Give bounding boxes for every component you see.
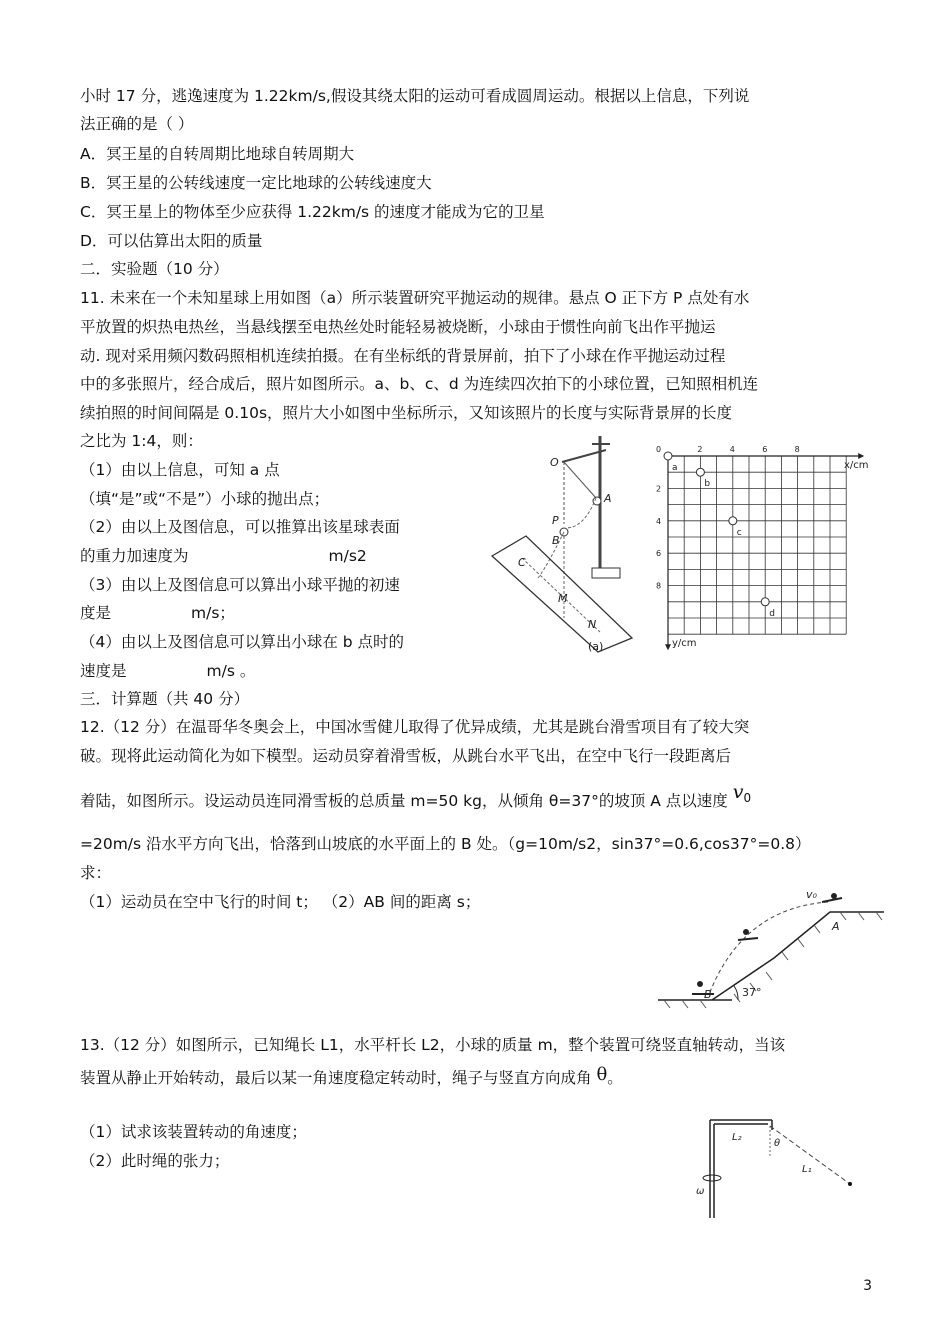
y-axis-arrow [665, 644, 671, 650]
label-angle: 37° [742, 986, 762, 999]
q11-line: 11. 未来在一个未知星球上用如图（a）所示装置研究平抛运动的规律。悬点 O 正下方 P 点处有水 [80, 289, 750, 307]
q11-sub1-a: （1）由以上信息，可知 a 点 [80, 461, 280, 479]
label-n: N [588, 618, 597, 631]
x-tick-label: 8 [794, 445, 800, 454]
q11-sub3-unit: m/s； [191, 604, 235, 622]
slope [712, 912, 884, 1000]
intro-line-1: 小时 17 分，逃逸速度为 1.22km/s,假设其绕太阳的运动可看成圆周运动。根据以上信息，下列说 [80, 87, 750, 105]
pendulum-string [564, 462, 596, 498]
q12-line-4: =20m/s 沿水平方向飞出，恰落到山坡底的水平面上的 B 处。（g=10m/s2，sin37°=0.6,cos37°=0.8） [80, 835, 811, 853]
grid-points [664, 452, 775, 619]
flight-path [710, 902, 828, 992]
x-tick-label: 0 [656, 445, 662, 454]
q12-line-1: 12.（12 分）在温哥华冬奥会上，中国冰雪健儿取得了优异成绩，尤其是跳台滑雪项目有了较大突 [80, 718, 750, 736]
section-2-title: 二．实验题（10 分） [80, 260, 229, 278]
label-l1: L₁ [802, 1164, 812, 1175]
page-number: 3 [863, 1278, 872, 1294]
x-axis-label: x/cm [844, 460, 869, 471]
x-tick-label: 4 [729, 445, 735, 454]
x-tick-label: 2 [697, 445, 703, 454]
intro-line-2: 法正确的是（ ） [80, 115, 194, 133]
label-o: O [550, 456, 559, 469]
y-tick-label: 4 [656, 516, 662, 526]
ball [848, 1182, 852, 1186]
q11-sub2-unit: m/s2 [328, 547, 367, 565]
v0-symbol: v [732, 781, 744, 803]
label-a: A [832, 920, 840, 933]
q11-sub2-a: （2）由以上及图信息，可以推算出该星球表面 [80, 518, 400, 536]
q13-line-2 [80, 1066, 623, 1090]
label-m: M [558, 592, 568, 605]
q12-line-2: 破。现将此运动简化为如下模型。运动员穿着滑雪板，从跳台水平飞出，在空中飞行一段距离后 [80, 747, 732, 765]
q11-sub3-prefix: 度是 [80, 604, 112, 622]
x-axis-arrow [858, 453, 864, 459]
point-label: b [704, 479, 711, 490]
theta-symbol: θ [596, 1064, 608, 1085]
q11-sub3-a: （3）由以上及图信息可以算出小球平抛的初速 [80, 576, 400, 594]
option-a: A．冥王星的自转周期比地球自转周期大 [80, 145, 355, 163]
grid-lines [665, 453, 864, 650]
stand-base [592, 568, 620, 578]
label-a: A [604, 492, 612, 505]
q11-sub2-b [80, 544, 367, 568]
q13-line-2-end: 。 [607, 1069, 623, 1087]
q13-sub2: （2）此时绳的张力； [80, 1152, 230, 1170]
y-tick-label: 2 [656, 484, 662, 494]
q11-sub4-unit: m/s 。 [206, 662, 256, 680]
y-tick-label: 6 [656, 549, 662, 559]
y-tick-label: 8 [656, 581, 662, 591]
label-l2: L₂ [732, 1132, 742, 1143]
rotation-arrow [703, 1175, 721, 1181]
label-omega: ω [696, 1186, 705, 1197]
option-c: C．冥王星上的物体至少应获得 1.22km/s 的速度才能成为它的卫星 [80, 203, 545, 221]
q12-line-3 [80, 781, 752, 814]
y-axis-label: y/cm [672, 638, 697, 649]
label-b: B [552, 534, 560, 547]
section-3-title: 三．计算题（共 40 分） [80, 690, 250, 708]
v0-subscript: 0 [743, 791, 752, 805]
point-b [696, 468, 704, 476]
apparatus-figure [488, 428, 638, 656]
q11-sub2-prefix: 的重力加速度为 [80, 547, 189, 565]
label-c: C [518, 556, 526, 569]
option-d: D．可以估算出太阳的质量 [80, 232, 263, 250]
grid-ticks [656, 445, 800, 591]
point-label: c [736, 527, 742, 538]
q11-line: 平放置的炽热电热丝，当悬线摆至电热丝处时能轻易被烧断，小球由于惯性向前飞出作平抛运 [80, 318, 716, 336]
q12-line-5: 求： [80, 864, 112, 882]
q11-sub4-prefix: 速度是 [80, 662, 127, 680]
ski-slope-figure [654, 884, 888, 1010]
label-p: P [552, 514, 559, 527]
figure-a-caption: (a) [588, 640, 604, 653]
skier-icons [692, 893, 842, 994]
q11-line: 动. 现对采用频闪数码照相机连续拍摄。在有坐标纸的背景屏前，拍下了小球在作平抛运动过程 [80, 347, 726, 365]
q11-sub3-b [80, 601, 235, 625]
point-c [729, 517, 737, 525]
point-label: a [672, 463, 678, 473]
point-d [761, 598, 769, 606]
q11-line: 续拍照的时间间隔是 0.10s，照片大小如图中坐标所示，又知该照片的长度与实际背景屏的长度 [80, 404, 733, 422]
point-a [664, 452, 672, 460]
option-b: B．冥王星的公转线速度一定比地球的公转线速度大 [80, 174, 432, 192]
swing-arc [566, 498, 596, 528]
label-theta: θ [774, 1138, 781, 1149]
label-v0: v₀ [806, 888, 817, 901]
rope [770, 1126, 850, 1184]
ball-a [593, 497, 601, 505]
q11-line: 之比为 1:4，则： [80, 432, 203, 450]
q12-line-3-text: 着陆，如图所示。设运动员连同滑雪板的总质量 m=50 kg，从倾角 θ=37°的坡顶 A 点以速度 [80, 792, 728, 810]
q11-sub4-b [80, 659, 255, 683]
x-tick-label: 6 [762, 445, 768, 454]
q11-sub4-a: （4）由以上及图信息可以算出小球在 b 点时的 [80, 633, 405, 651]
q11-line: 中的多张照片，经合成后，照片如图所示。a、b、c、d 为连续四次拍下的小球位置，已知照相机连 [80, 375, 759, 393]
rotating-rod-figure [690, 1116, 866, 1220]
coordinate-grid-figure [648, 440, 878, 652]
q12-subquestions: （1）运动员在空中飞行的时间 t； （2）AB 间的距离 s； [80, 893, 481, 911]
q13-line-1: 13.（12 分）如图所示，已知绳长 L1，水平杆长 L2，小球的质量 m，整个装置可绕竖直轴转动，当该 [80, 1036, 786, 1054]
trajectory [538, 532, 564, 578]
q13-line-2-text: 装置从静止开始转动，最后以某一角速度稳定转动时，绳子与竖直方向成角 [80, 1069, 592, 1087]
q13-sub1: （1）试求该装置转动的角速度； [80, 1123, 307, 1141]
label-b: B [704, 988, 712, 1001]
q11-sub1-b: （填“是”或“不是”）小球的抛出点； [80, 490, 330, 508]
point-label: d [769, 608, 775, 619]
